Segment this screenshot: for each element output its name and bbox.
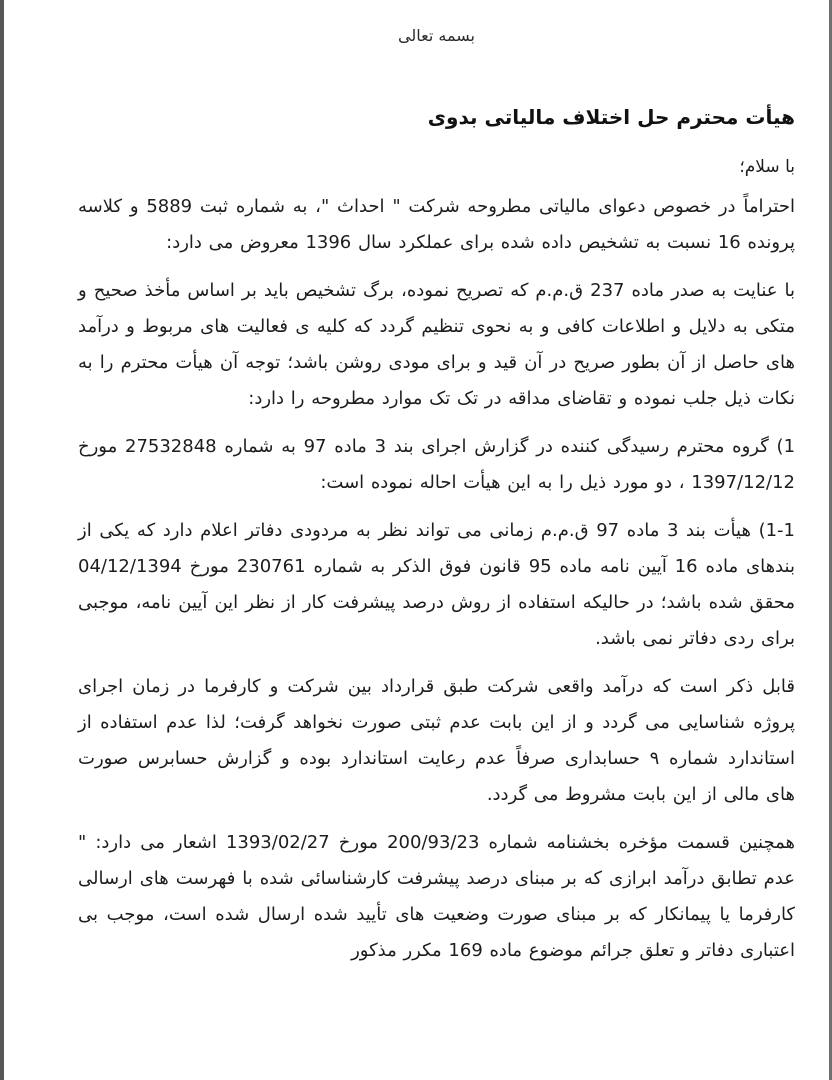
paragraph-intro: احتراماً در خصوص دعوای مالیاتی مطروحه شرکت " احداث "، به شماره ثبت 5889 و کلاسه پرونده 16 نسبت به تشخیص داده شده برای عملکرد سال 1396 معروض می دارد:: [78, 196, 795, 253]
paragraph-item-1: 1) گروه محترم رسیدگی کننده در گزارش اجرای بند 3 ماده 97 به شماره 27532848 مورخ 1397/12/12 ، دو مورد ذیل را به این هیأت احاله نموده است:: [78, 436, 796, 493]
paragraph-note-revenue: قابل ذکر است که درآمد واقعی شرکت طبق قرارداد بین شرکت و کارفرما در زمان اجرای پروژه شناسایی می گردد و از این بابت عدم ثبتی صورت نخواهد گرفت؛ لذا عدم استفاده از استاندارد شماره ۹ حسابداری صرفاً عدم رعایت استاندارد بوده و گزارش حسابرس صورت های مالی از این بابت مشروط می گردد.: [78, 676, 795, 805]
salutation: با سلام؛: [739, 157, 795, 177]
paragraph-circular-quote: همچنین قسمت مؤخره بخشنامه شماره 200/93/23 مورخ 1393/02/27 اشعار می دارد: " عدم تطابق درآمد ابرازی که بر مبنای درصد پیشرفت کارشناسائی شده با فهرست های ارسالی کارفرما یا پیمانکار که بر مبنای صورت وضعیت های تأیید شده ارسال شده است، موجب بی اعتباری دفاتر و تعلق جرائم موضوع ماده 169 مکرر مذکور: [78, 832, 796, 961]
basmala-header: بسمه تعالی: [398, 26, 475, 45]
paragraph-legal-basis: با عنایت به صدر ماده 237 ق.م.م که تصریح نموده، برگ تشخیص باید بر اساس مأخذ صحیح و متکی به دلایل و اطلاعات کافی و به نحوی تنظیم گردد که کلیه ی فعالیت های مربوط و درآمد های حاصل از آن بطور صریح در آن قید و برای مودی روشن باشد؛ توجه آن هیأت محترم را به نکات ذیل جلب نموده و تقاضای مداقه در تک تک موارد مطروحه را دارد:: [78, 280, 795, 409]
paragraph-item-1-1: 1-1) هیأت بند 3 ماده 97 ق.م.م زمانی می تواند نظر به مردودی دفاتر اعلام دارد که یکی از بندهای ماده 16 آیین نامه ماده 95 قانون فوق الذکر به شماره 230761 مورخ 04/12/1394 محقق شده باشد؛ در حالیکه استفاده از روش درصد پیشرفت کار از نظر این آیین نامه، موجبی برای ردی دفاتر نمی باشد.: [78, 520, 795, 649]
document-title: هیأت محترم حل اختلاف مالیاتی بدوی: [427, 105, 795, 129]
